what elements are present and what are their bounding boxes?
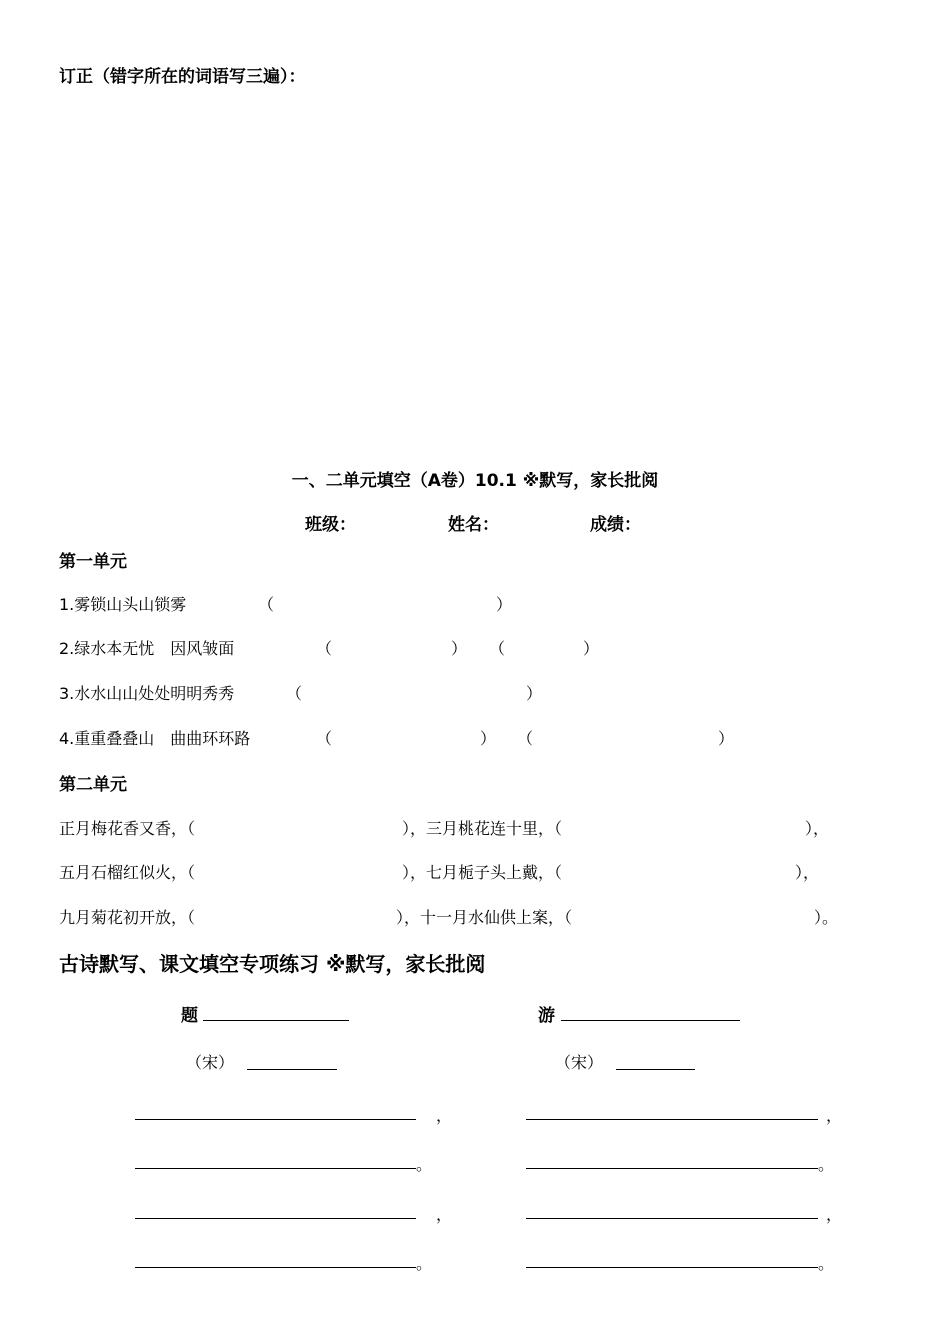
poem2-line4-blank[interactable]	[526, 1267, 818, 1268]
unit2-row1-part-c: ），	[805, 819, 830, 838]
poem2-line3-punct: ，	[826, 1205, 843, 1224]
poem1-line3-blank[interactable]	[135, 1218, 416, 1219]
unit1-q3-close: ）	[526, 684, 543, 703]
poem1-line4-punct: 。	[416, 1254, 433, 1273]
poem1-dynasty: （宋）	[186, 1053, 235, 1072]
poetry-heading: 古诗默写、课文填空专项练习 ※默写，家长批阅	[59, 952, 486, 976]
unit1-q1-close: ）	[496, 595, 513, 614]
test-title: 一、二单元填空（A卷）10.1 ※默写，家长批阅	[291, 471, 659, 491]
poem2-line3-blank[interactable]	[526, 1218, 818, 1219]
poem1-title-char: 题	[181, 1006, 198, 1026]
unit1-q4-close1: ）	[480, 729, 497, 748]
unit1-heading: 第一单元	[59, 552, 127, 572]
poem1-author-blank[interactable]	[247, 1069, 337, 1070]
unit2-row3-part-c: ）。	[814, 908, 839, 927]
correction-label: 订正（错字所在的词语写三遍）：	[59, 67, 306, 87]
unit2-row2-part-a: 五月石榴红似火，（	[59, 863, 196, 882]
unit1-q4-text: 4.重重叠叠山 曲曲环环路	[59, 729, 251, 748]
class-label: 班级：	[305, 515, 356, 535]
unit1-q2-open1: （	[316, 639, 333, 658]
unit2-row3-part-a: 九月菊花初开放，（	[59, 908, 196, 927]
poem2-line4-punct: 。	[818, 1254, 835, 1273]
unit2-row2-part-c: ），	[795, 863, 820, 882]
unit1-q2-close2: ）	[583, 639, 600, 658]
poem1-line4-blank[interactable]	[135, 1267, 416, 1268]
unit1-q4-open1: （	[316, 729, 333, 748]
unit2-row2-part-b: ），七月栀子头上戴，（	[402, 863, 563, 882]
poem2-line1-punct: ，	[826, 1106, 843, 1125]
poem2-author-blank[interactable]	[616, 1069, 695, 1070]
unit1-q2-open2: （	[489, 639, 506, 658]
poem2-line1-blank[interactable]	[526, 1119, 818, 1120]
poem1-line2-blank[interactable]	[135, 1168, 416, 1169]
poem1-line2-punct: 。	[416, 1155, 433, 1174]
unit2-heading: 第二单元	[59, 775, 127, 795]
unit2-row3-part-b: ），十一月水仙供上案，（	[396, 908, 573, 927]
poem2-title-char: 游	[538, 1006, 555, 1026]
poem1-line1-punct: ，	[436, 1106, 453, 1125]
unit1-q3-open: （	[286, 684, 303, 703]
unit1-q4-open2: （	[517, 729, 534, 748]
unit1-q4-close2: ）	[718, 729, 735, 748]
name-label: 姓名：	[448, 515, 499, 535]
poem2-line2-blank[interactable]	[526, 1168, 818, 1169]
poem2-title-blank[interactable]	[561, 1020, 740, 1021]
unit1-q2-text: 2.绿水本无忧 因风皱面	[59, 639, 235, 658]
unit2-row1-part-b: ），三月桃花连十里，（	[402, 819, 563, 838]
poem1-line1-blank[interactable]	[135, 1119, 416, 1120]
unit2-row1-part-a: 正月梅花香又香，（	[59, 819, 196, 838]
poem1-line3-punct: ，	[436, 1205, 453, 1224]
poem2-line2-punct: 。	[818, 1155, 835, 1174]
unit1-q3-text: 3.水水山山处处明明秀秀	[59, 684, 235, 703]
unit1-q1-open: （	[258, 595, 275, 614]
poem1-title-blank[interactable]	[203, 1020, 349, 1021]
unit1-q2-close1: ）	[451, 639, 468, 658]
score-label: 成绩：	[590, 515, 641, 535]
unit1-q1-text: 1.雾锁山头山锁雾	[59, 595, 187, 614]
poem2-dynasty: （宋）	[555, 1053, 604, 1072]
